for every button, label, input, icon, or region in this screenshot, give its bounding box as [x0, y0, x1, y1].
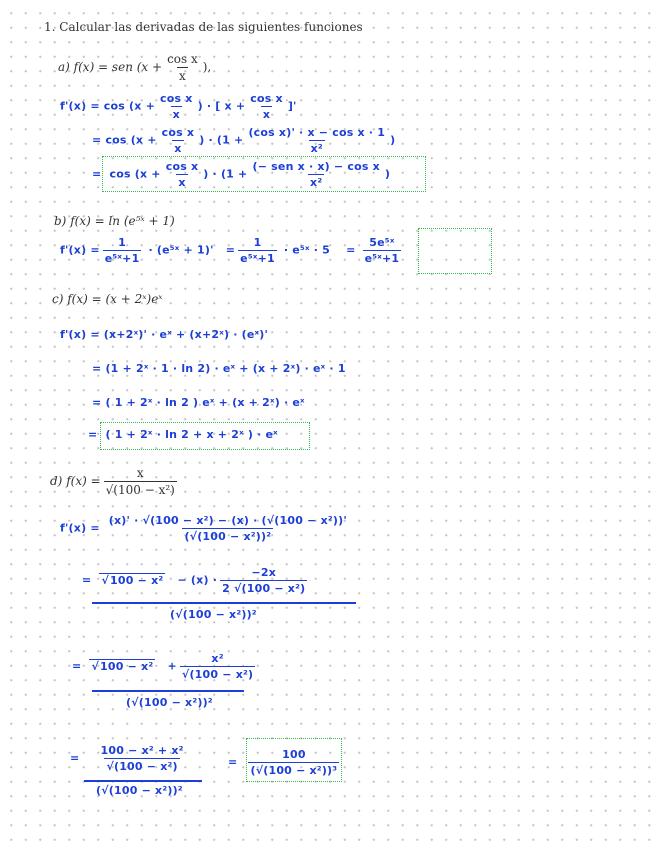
d-l1-den: (√(100 − x²))²	[184, 530, 272, 543]
d-l2-fraction-bar	[92, 602, 356, 604]
a-l3-a: cos (x +	[109, 167, 161, 181]
item-a-statement	[58, 52, 211, 83]
a-l2-num2: (cos x)' · x − cos x · 1	[248, 126, 386, 139]
item-a-lhs: f(x) = sen (x +	[73, 60, 163, 74]
a-l3-end: )	[384, 167, 391, 181]
item-d-label: d)	[50, 474, 63, 488]
d-l4-result-frac	[248, 748, 339, 777]
b-l1-mid: · (e⁵ˣ + 1)'	[148, 243, 214, 257]
item-b-step-1	[60, 236, 404, 265]
d-l3-mid: +	[167, 659, 177, 673]
b-l1-mid2: · e⁵ˣ · 5	[283, 243, 331, 257]
d-l3-inner-frac	[180, 652, 255, 681]
d-l3-den: (√(100 − x²))²	[126, 696, 213, 709]
item-d-step-4-result	[228, 748, 342, 777]
d-l3-fraction-bar	[92, 690, 244, 692]
item-b-label: b)	[54, 214, 67, 228]
item-c-step-2: = (1 + 2ˣ · 1 · ln 2) · eˣ + (x + 2ˣ) · eˣ · 1	[92, 362, 346, 375]
a-l1-lhs: f'(x) = cos (x +	[60, 99, 156, 113]
d-l4-eq: =	[70, 751, 80, 765]
c-l4-eq: =	[88, 428, 98, 441]
a-l1-den: x	[172, 108, 180, 121]
b-f2	[238, 236, 277, 265]
a-l1-rest: ) · [ x +	[197, 99, 246, 113]
item-a-label: a)	[58, 60, 70, 74]
a-l2-den: x	[174, 142, 182, 155]
item-a-end: ),	[202, 60, 212, 74]
d-l3-eq: =	[72, 659, 82, 673]
d-l2-eq: =	[82, 573, 92, 587]
d-l1-frac	[107, 514, 349, 543]
item-c-statement	[52, 292, 163, 306]
d-l2-inner-frac	[220, 566, 307, 595]
item-a-step-3	[92, 160, 390, 189]
d-l1-lhs: f'(x) =	[60, 521, 100, 535]
item-c-function: f(x) = (x + 2ˣ)eˣ	[67, 292, 163, 306]
a-l3-frac1	[164, 160, 201, 189]
d-l2-sqrt: √ 100 − x²	[99, 573, 165, 587]
item-c-step-3: = ( 1 + 2ˣ · ln 2 ) eˣ + (x + 2ˣ) · eˣ	[92, 396, 305, 409]
d-l4-rnum: 100	[282, 748, 306, 761]
a-l3-rest: ) · (1 +	[203, 167, 248, 181]
a-l1-frac2	[248, 92, 285, 121]
d-l2-fnum: −2x	[251, 566, 276, 579]
a-l3-num: cos x	[165, 160, 199, 173]
d-l4-fraction-bar	[84, 780, 202, 782]
a-l2-end: )	[390, 133, 396, 147]
a-l2-frac1	[160, 126, 197, 155]
item-b-statement	[54, 214, 175, 228]
b-f3-den: e⁵ˣ+1	[364, 252, 400, 265]
b-f2-num: 1	[253, 236, 262, 249]
d-l2-fden: 2 √(100 − x²)	[222, 582, 306, 595]
a-l1-den2: x	[262, 108, 271, 121]
item-c-label: c)	[52, 292, 64, 306]
d-l4-num: 100 − x² + x²	[100, 744, 184, 757]
b-f1-num: 1	[118, 236, 127, 249]
a-l1-frac1	[158, 92, 195, 121]
a-l2-den2: x²	[310, 142, 323, 155]
b-f3	[363, 236, 402, 265]
item-c-step-4	[88, 428, 278, 441]
d-l4-top-frac	[99, 744, 186, 773]
d-l3-fden: √(100 − x²)	[181, 668, 254, 681]
b-l1-lhs: f'(x) =	[60, 243, 100, 257]
item-a-step-1	[60, 92, 297, 121]
item-b-result-box	[418, 228, 492, 274]
a-l2-num: cos x	[161, 126, 195, 139]
item-d-step-3-num	[72, 652, 258, 681]
a-l2-rest: ) · (1 +	[199, 133, 244, 147]
b-l1-eq: =	[225, 243, 236, 257]
b-l1-eq2: =	[346, 243, 356, 257]
item-b-function: f(x) = ln (e⁵ˣ + 1)	[70, 214, 175, 228]
a-l2-frac2	[246, 126, 387, 155]
exercise-heading: 1. Calcular las derivadas de las siguientes funciones	[44, 20, 363, 34]
a-l1-end: ]'	[287, 99, 297, 113]
b-f1-den: e⁵ˣ+1	[104, 252, 140, 265]
item-a-fraction	[165, 52, 200, 83]
d-l4-mid: √(100 − x²)	[106, 760, 178, 773]
a-l3-den2: x²	[310, 176, 323, 189]
a-l1-num: cos x	[160, 92, 193, 105]
d-l4-rden: (√(100 − x²))³	[250, 764, 338, 777]
a-l2-lhs: = cos (x +	[92, 133, 157, 147]
a-l3-eq: =	[92, 167, 102, 181]
a-l3-num2: (− sen x · x) − cos x	[252, 160, 380, 173]
a-l3-den: x	[178, 176, 186, 189]
d-l2-mid: − (x) ·	[177, 573, 218, 587]
item-c-step-1: f'(x) = (x+2ˣ)' · eˣ + (x+2ˣ) · (eˣ)'	[60, 328, 269, 341]
item-a-frac-num: cos x	[167, 52, 198, 66]
item-d-num: x	[136, 466, 144, 480]
item-a-step-2	[92, 126, 395, 155]
item-d-step-2-num	[82, 566, 310, 595]
d-l2-den: (√(100 − x²))²	[170, 608, 257, 621]
item-d-fraction	[104, 466, 177, 497]
b-f3-num: 5e⁵ˣ	[369, 236, 395, 249]
item-d-den: √(100 − x²)	[105, 483, 175, 497]
d-l4-den: (√(100 − x²))²	[96, 784, 183, 797]
d-l3-fnum: x²	[211, 652, 224, 665]
item-d-step-4-num	[70, 744, 189, 773]
a-l3-frac2	[250, 160, 381, 189]
d-l1-num: (x)' · √(100 − x²) − (x) · (√(100 − x²))'	[108, 514, 347, 527]
item-d-step-1	[60, 514, 352, 543]
a-l1-num2: cos x	[250, 92, 283, 105]
item-d-statement	[50, 466, 180, 497]
b-f1	[103, 236, 142, 265]
d-l4-eq2: =	[228, 755, 238, 769]
d-l3-sqrt: √ 100 − x²	[89, 659, 155, 673]
item-d-lhs: f(x) =	[66, 474, 101, 488]
item-a-frac-den: x	[179, 69, 186, 83]
c-l4-result: ( 1 + 2ˣ · ln 2 + x + 2ˣ ) · eˣ	[105, 428, 278, 441]
b-f2-den: e⁵ˣ+1	[240, 252, 275, 265]
